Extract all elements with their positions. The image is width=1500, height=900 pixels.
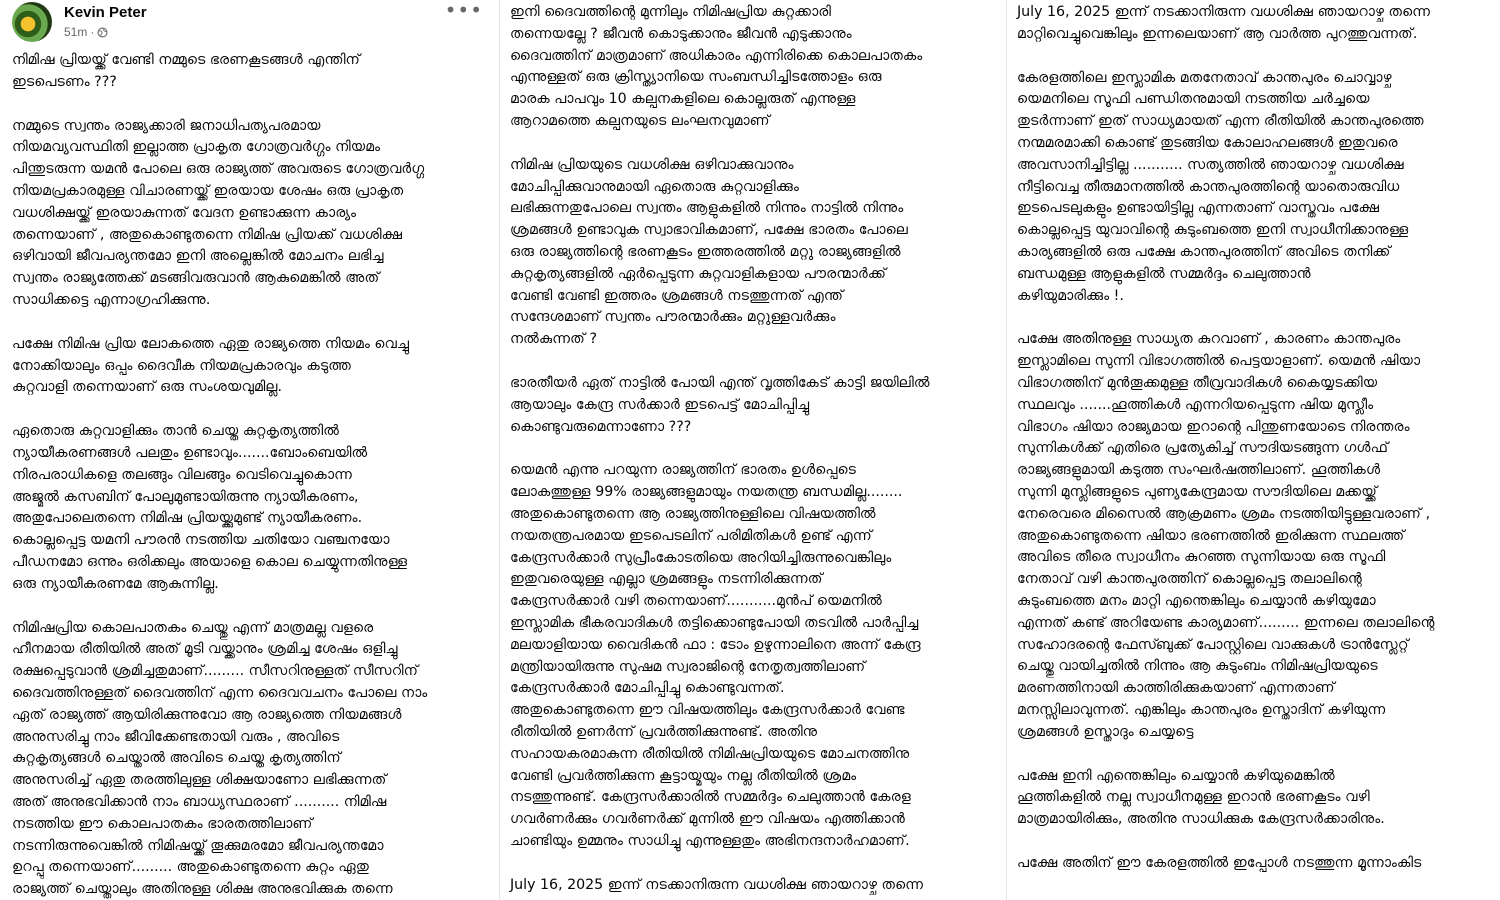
- post-paragraph: യെമൻ എന്നു പറയുന്ന രാജ്യത്തിന് ഭാരതം ഉൾപ്പെടെ ലോകത്തുള്ള 99% രാജ്യങ്ങളുമായും നയതന്ത്ര ബന്ധമില്ല........ അതുകൊണ്ടുതന്നെ ആ രാജ്യത്തിനുള്ളിലെ വിഷയത്തിൽ നയതന്ത്രപരമായ ഇടപെടലിന് പരിമിതികൾ ഉണ്ട് എന്ന് കേന്ദ്രസർക്കാർ സുപ്രീംകോടതിയെ അറിയിച്ചിരുന്നുവെങ്കിലും ഇതുവരെയുള്ള എല്ലാ ശ്രമങ്ങളും നടന്നിരിക്കുന്നത് കേന്ദ്രസർക്കാർ വഴി തന്നെയാണ്...........മുൻപ് യെമനിൽ ഇസ്ലാമിക ഭീകരവാദികൾ തട്ടിക്കൊണ്ടുപോയി തടവിൽ പാർപ്പിച്ച മലയാളിയായ വൈദികൻ ഫാ : ടോം ഉഴുന്നാലിനെ അന്ന് കേന്ദ്ര മന്ത്രിയായിരുന്നു സുഷമ സ്വരാജിന്റെ നേതൃത്വത്തിലാണ് കേന്ദ്രസർക്കാർ മോചിപ്പിച്ചു കൊണ്ടുവന്നത്. അതുകൊണ്ടുതന്നെ ഈ വിഷയത്തിലും കേന്ദ്രസർക്കാർ വേണ്ട രീതിയിൽ ഉണർന്ന് പ്രവർത്തിക്കുന്നുണ്ട്. അതിനു സഹായകരമാകുന്ന രീതിയിൽ നിമിഷപ്രിയയുടെ മോചനത്തിനു വേണ്ടി പ്രവർത്തിക്കുന്ന കൂട്ടായ്മയും നല്ല രീതിയിൽ ശ്രമം നടത്തുന്നുണ്ട്. കേന്ദ്രസർക്കാരിൽ സമ്മർദ്ദം ചെലുത്താൻ കേരള ഗവർണർക്കും ഗവർണർക്ക് മുന്നിൽ ഈ വിഷയം എത്തിക്കാൻ ചാണ്ടിയും ഉമ്മനും സാധിച്ചു എന്നുള്ളതും അഭിനന്ദനാർഹമാണ്.: [510, 462, 921, 849]
- post-paragraph: July 16, 2025 ഇന്ന് നടക്കാനിരുന്ന വധശിക്ഷ ഞായറാഴ്ച തന്നെ മാറ്റിവെച്ചുവെങ്കിലും ഇന്നലെയാണ് ആ വാർത്ത പുറത്തുവന്നത്.: [1017, 4, 1431, 42]
- post-paragraph: ഏതൊരു കുറ്റവാളിക്കും താൻ ചെയ്ത കുറ്റകൃത്യത്തിൽ ന്യായീകരണങ്ങൾ പലതും ഉണ്ടാവും.......ബോംബെയിൽ നിരപരാധികളെ തലങ്ങും വിലങ്ങും വെടിവെച്ചുകൊന്ന അജ്മൽ കസബിന് പോലുമുണ്ടായിരുന്നു ന്യായീകരണം, അതുപോലെതന്നെ നിമിഷ പ്രിയയ്ക്കുമുണ്ട് ന്യായീകരണം. കൊല്ലപ്പെട്ട യമനി പൗരൻ നടത്തിയ ചതിയോ വഞ്ചനയോ പീഡനമോ ഒന്നും ഒരിക്കലും അയാളെ കൊല ചെയ്യുന്നതിനുള്ള ഒരു ന്യായീകരണമേ ആകുന്നില്ല.: [12, 423, 408, 592]
- author-block: [64, 2, 147, 40]
- post-paragraph: ഭാരതീയർ ഏത് നാട്ടിൽ പോയി എന്ത് വൃത്തികേട് കാട്ടി ജയിലിൽ ആയാലും കേന്ദ്ര സർക്കാർ ഇടപെട്ട് മോചിപ്പിച്ചു കൊണ്ടുവരുമെന്നാണോ ???: [510, 374, 930, 435]
- post-paragraph: നിമിഷ പ്രിയയുടെ വധശിക്ഷ ഒഴിവാക്കുവാനും മോചിപ്പിക്കുവാനുമായി ഏതൊരു കുറ്റവാളിക്കും ലഭിക്കുന്നതുപോലെ സ്വന്തം ആളുകളിൽ നിന്നും നാട്ടിൽ നിന്നും ശ്രമങ്ങൾ ഉണ്ടാവുക സ്വാഭാവികമാണ്, പക്ഷേ ഭാരതം പോലെ ഒരു രാജ്യത്തിന്റെ ഭരണകൂടം ഇത്തരത്തിൽ മറ്റു രാജ്യങ്ങളിൽ കുറ്റകൃത്യങ്ങളിൽ ഏർപ്പെടുന്ന കുറ്റവാളികളായ പൗരന്മാർക്ക് വേണ്ടി വേണ്ടി ഇത്തരം ശ്രമങ്ങൾ നടത്തുന്നത് എന്ത് സന്ദേശമാണ് സ്വന്തം പൗരന്മാർക്കും മറ്റുള്ളവർക്കും നൽകുന്നത് ?: [510, 156, 908, 348]
- post-column-3: [1006, 0, 1500, 900]
- post-paragraph: പക്ഷേ ഇനി എന്തെങ്കിലും ചെയ്യാൻ കഴിയുമെങ്കിൽ ഹൂത്തികളിൽ നല്ല സ്വാധീനമുള്ള ഇറാൻ ഭരണകൂടം വഴി മാത്രമായിരിക്കും, അതിനു സാധിക്കുക കേന്ദ്രസർക്കാരിനും.: [1017, 767, 1385, 828]
- globe-icon: [97, 27, 108, 38]
- post-paragraph: കേരളത്തിലെ ഇസ്ലാമിക മതനേതാവ് കാന്തപുരം ചൊവ്വാഴ്ച യെമനിലെ സൂഫി പണ്ഡിതനുമായി നടത്തിയ ചർച്ചയെ തുടർന്നാണ് ഇത് സാധ്യമായത് എന്ന രീതിയിൽ കാന്തപുരത്തെ നന്മമരമാക്കി കൊണ്ട് തുടങ്ങിയ കോലാഹലങ്ങൾ ഇതുവരെ അവസാനിച്ചിട്ടില്ല ........... സത്യത്തിൽ ഞായറാഴ്ച വധശിക്ഷ നീട്ടിവെച്ച തീരുമാനത്തിൽ കാന്തപുരത്തിന്റെ യാതൊരുവിധ ഇടപെടലുകളും ഉണ്ടായിട്ടില്ല എന്നതാണ് വാസ്തവം പക്ഷേ കൊല്ലപ്പെട്ട യുവാവിന്റെ കുടുംബത്തെ ഇനി സ്വാധീനിക്കാനുള്ള കാര്യങ്ങളിൽ ഒരു പക്ഷേ കാന്തപുരത്തിന് അവിടെ തനിക്ക് ബന്ധമുള്ള ആളുകളിൽ സമ്മർദ്ദം ചെലുത്താൻ കഴിയുമാരിക്കും !.: [1017, 69, 1424, 304]
- post-column-2: [499, 0, 1004, 900]
- post-paragraph: നിമിഷ പ്രിയയ്ക്ക് വേണ്ടി നമ്മുടെ ഭരണകൂടങ്ങൾ എന്തിന് ഇടപെടണം ???: [12, 52, 360, 90]
- more-options-icon[interactable]: •••: [444, 0, 483, 22]
- avatar[interactable]: [12, 2, 52, 42]
- post-time[interactable]: 51m: [64, 25, 88, 39]
- post-paragraph: ഇനി ദൈവത്തിന്റെ മുന്നിലും നിമിഷപ്രിയ കുറ്റക്കാരി തന്നെയല്ലേ ? ജീവൻ കൊടുക്കാനും ജീവൻ എടുക്കാനും ദൈവത്തിന് മാത്രമാണ് അധികാരം എന്നിരിക്കെ കൊലപാതകം എന്നുള്ളത് ഒരു ക്രിസ്ത്യാനിയെ സംബന്ധിച്ചിടത്തോളം ഒരു മാരക പാപവും 10 കല്പനകളിലെ കൊല്ലരുത് എന്നുള്ള ആറാമത്തെ കല്പനയുടെ ലംഘനവുമാണ്: [510, 4, 923, 129]
- post-paragraph: നമ്മുടെ സ്വന്തം രാജ്യക്കാരി ജനാധിപത്യപരമായ നിയമവ്യവസ്ഥിതി ഇല്ലാത്ത പ്രാകൃത ഗോത്രവർഗ്ഗം നിയമം പിന്തുടരുന്ന യമൻ പോലെ ഒരു രാജ്യത്ത് അവരുടെ ഗോത്രവർഗ്ഗ നിയമപ്രകാരമുള്ള വിചാരണയ്ക്ക് ഇരയായ ശേഷം ഒരു പ്രാകൃത വധശിക്ഷയ്ക്ക് ഇരയാകുന്നത് വേദന ഉണ്ടാക്കുന്ന കാര്യം തന്നെയാണ് , അതുകൊണ്ടുതന്നെ നിമിഷ പ്രിയക്ക് വധശിക്ഷ ഒഴിവായി ജീവപര്യന്തമോ ഇനി അല്ലെങ്കിൽ മോചനം ലഭിച്ച സ്വന്തം രാജ്യത്തേക്ക് മടങ്ങിവരുവാൻ ആകുമെങ്കിൽ അത് സാധിക്കട്ടെ എന്നാഗ്രഹിക്കുന്നു.: [12, 117, 425, 308]
- post-paragraph: പക്ഷേ നിമിഷ പ്രിയ ലോകത്തെ ഏതു രാജ്യത്തെ നിയമം വെച്ചു നോക്കിയാലും ഒപ്പം ദൈവീക നിയമപ്രകാരവും കടുത്ത കുറ്റവാളി തന്നെയാണ് ഒരു സംശയവുമില്ല.: [12, 335, 410, 396]
- post-paragraph: പക്ഷേ അതിനുള്ള സാധ്യത കുറവാണ് , കാരണം കാന്തപുരം ഇസ്ലാമിലെ സുന്നി വിഭാഗത്തിൽ പെട്ടയാളാണ്. യെമൻ ഷിയാ വിഭാഗത്തിന് മുൻതൂക്കമുള്ള തീവ്രവാദികൾ കൈയ്യടക്കിയ സ്ഥലവും .......ഹൂത്തികൾ എന്നറിയപ്പെടുന്ന ഷിയ മുസ്ലീം വിഭാഗം ഷിയാ രാജ്യമായ ഇറാന്റെ പിന്തുണയോടെ നിരന്തരം സുന്നികൾക്ക് എതിരെ പ്രത്യേകിച്ച് സൗദിയടങ്ങുന്ന ഗൾഫ് രാജ്യങ്ങളുമായി കടുത്ത സംഘർഷത്തിലാണ്. ഹൂത്തികൾ സുന്നി മുസ്ലിങ്ങളുടെ പുണ്യകേന്ദ്രമായ സൗദിയിലെ മക്കയ്ക്ക് നേരെവരെ മിസൈൽ ആക്രമണം ശ്രമം നടത്തിയിട്ടുള്ളവരാണ് , അതുകൊണ്ടുതന്നെ ഷിയാ ഭരണത്തിൽ ഇരിക്കുന്ന സ്ഥലത്ത് അവിടെ തീരെ സ്വാധീനം കുറഞ്ഞ സുന്നിയായ ഒരു സൂഫി നേതാവ് വഴി കാന്തപുരത്തിന് കൊല്ലപ്പെട്ട തലാലിന്റെ കുടുംബത്തെ മനം മാറ്റി എന്തെങ്കിലും ചെയ്യാൻ കഴിയുമോ എന്നത് കണ്ട് അറിയേണ്ട കാര്യമാണ്......... ഇന്നലെ തലാലിന്റെ സഹോദരന്റെ ഫേസ്ബുക്ക് പോസ്റ്റിലെ വാക്കുകൾ ട്രാൻസ്ലേറ്റ് ചെയ്തു വായിച്ചതിൽ നിന്നും ആ കുടുംബം നിമിഷപ്രിയയുടെ മരണത്തിനായി കാത്തിരിക്കുകയാണ് എന്നതാണ് മനസ്സിലാവുന്നത്. എങ്കിലും കാന്തപുരം ഉസ്താദിന് കഴിയുന്ന ശ്രമങ്ങൾ ഉസ്താദും ചെയ്യട്ടെ: [1017, 331, 1435, 740]
- author-name[interactable]: Kevin Peter: [64, 4, 147, 21]
- post-paragraph: July 16, 2025 ഇന്ന് നടക്കാനിരുന്ന വധശിക്ഷ ഞായറാഴ്ച തന്നെ: [510, 876, 924, 893]
- post-header: [12, 0, 487, 46]
- post-meta: [64, 24, 147, 40]
- post-column-1: [0, 0, 497, 900]
- meta-separator: ·: [90, 25, 95, 39]
- post-paragraph: നിമിഷപ്രിയ കൊലപാതകം ചെയ്തു എന്ന് മാത്രമല്ല വളരെ ഹീനമായ രീതിയിൽ അത് മൂടി വയ്ക്കാനും ശ്രമിച്ച ശേഷം ഒളിച്ചു രക്ഷപ്പെടുവാൻ ശ്രമിച്ചതുമാണ്......... സീസറിനുള്ളത് സീസറിന് ദൈവത്തിനുള്ളത് ദൈവത്തിന് എന്ന ദൈവവചനം പോലെ നാം ഏത് രാജ്യത്ത് ആയിരിക്കുന്നുവോ ആ രാജ്യത്തെ നിയമങ്ങൾ അനുസരിച്ചു നാം ജീവിക്കേണ്ടതായി വരും , അവിടെ കുറ്റകൃത്യങ്ങൾ ചെയ്താൽ അവിടെ ചെയ്ത കൃത്യത്തിന് അനുസരിച്ച് ഏതു തരത്തിലുള്ള ശിക്ഷയാണോ ലഭിക്കുന്നത് അത് അനുഭവിക്കാൻ നാം ബാധ്യസ്ഥരാണ് .......... നിമിഷ നടത്തിയ ഈ കൊലപാതകം ഭാരതത്തിലാണ് നടന്നിരുന്നുവെങ്കിൽ നിമിഷയ്ക്ക് തൂക്കുമരമോ ജീവപര്യന്തമോ ഉറപ്പു തന്നെയാണ്......... അതുകൊണ്ടുതന്നെ കുറ്റം ഏതു രാജ്യത്ത് ചെയ്താലും അതിനുള്ള ശിക്ഷ അനുഭവിക്കുക തന്നെ: [12, 619, 428, 898]
- post-paragraph: പക്ഷേ അതിന് ഈ കേരളത്തിൽ ഇപ്പോൾ നടത്തുന്ന മൂന്നാംകിട: [1017, 854, 1422, 871]
